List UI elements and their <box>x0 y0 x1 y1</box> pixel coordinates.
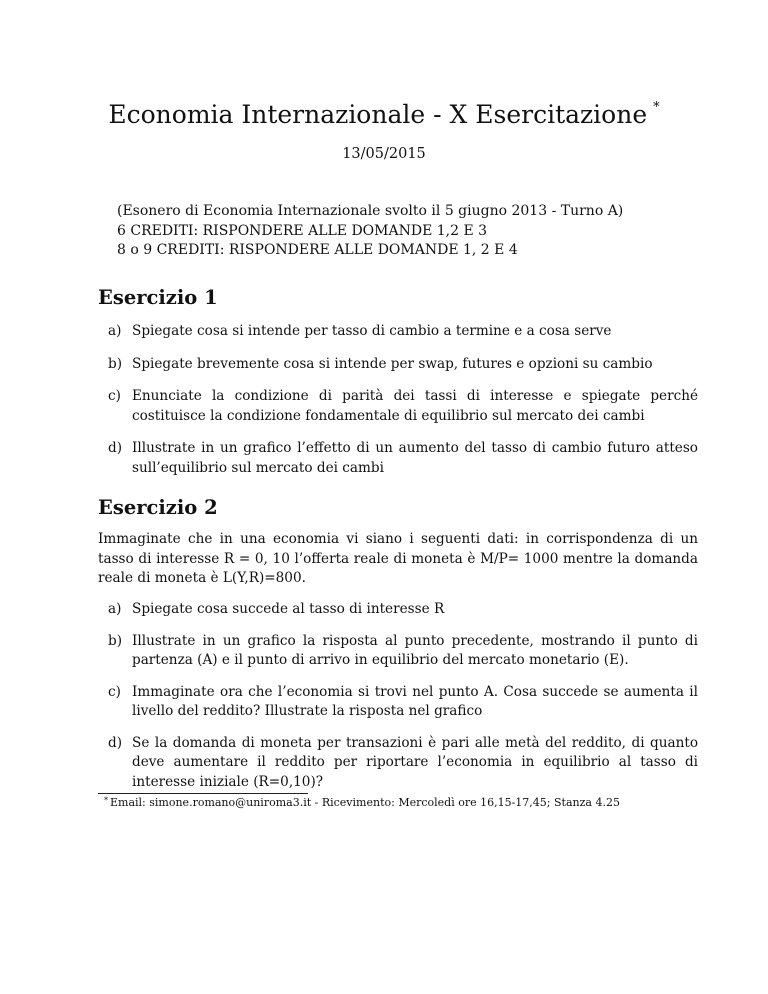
item-text: Spiegate brevemente cosa si intende per swap, futures e opzioni su cambio <box>132 355 653 372</box>
exercise-1-list <box>98 322 698 491</box>
list-item <box>98 439 698 478</box>
exercise-2-heading: Esercizio 2 <box>98 496 218 519</box>
exercise-2-list <box>98 600 698 804</box>
item-marker: b) <box>108 355 123 372</box>
item-text: Se la domanda di moneta per transazioni è pari alle metà del reddito, di quanto deve aumentare il reddito per riportare l’economia in equilibrio al tasso di interesse iniziale (R=0,10)? <box>132 734 698 790</box>
intro-block <box>117 202 623 261</box>
exercise-2-paragraph: Immaginate che in una economia vi siano i seguenti dati: in corrispondenza di un tasso di interesse R = 0, 10 l’offerta reale di moneta è M/P= 1000 mentre la domanda reale di moneta è L(Y,R)=800. <box>98 531 698 586</box>
document-date: 13/05/2015 <box>342 146 426 162</box>
list-item <box>98 734 698 793</box>
list-item <box>98 600 698 620</box>
item-marker: c) <box>108 388 121 404</box>
document-title <box>0 92 768 131</box>
item-marker: a) <box>108 323 122 339</box>
list-item <box>98 322 698 342</box>
list-item <box>98 387 698 426</box>
title-text: Economia Internazionale - X Esercitazione <box>108 100 648 129</box>
item-marker: a) <box>108 601 122 617</box>
footnote-mark: * <box>104 796 108 805</box>
item-marker: d) <box>108 440 123 456</box>
item-marker: b) <box>108 632 123 649</box>
intro-line: 8 o 9 CREDITI: RISPONDERE ALLE DOMANDE 1, 2 E 4 <box>117 242 518 258</box>
footnote <box>98 796 620 810</box>
list-item <box>98 355 698 375</box>
item-text: Spiegate cosa si intende per tasso di cambio a termine e a cosa serve <box>132 323 612 339</box>
item-text: Illustrate in un grafico la risposta al punto precedente, mostrando il punto di partenza (A) e il punto di arrivo in equilibrio del mercato monetario (E). <box>132 632 698 668</box>
footnote-rule <box>98 793 308 794</box>
list-item <box>98 632 698 671</box>
intro-line: (Esonero di Economia Internazionale svolto il 5 giugno 2013 - Turno A) <box>117 203 624 219</box>
item-text: Immaginate ora che l’economia si trovi nel punto A. Cosa succede se aumenta il livello del reddito? Illustrate la risposta nel grafico <box>132 683 698 719</box>
item-marker: d) <box>108 734 123 751</box>
footnote-text: Email: simone.romano@uniroma3.it - Ricevimento: Mercoledì ore 16,15-17,45; Stanza 4.25 <box>110 796 620 809</box>
intro-line: 6 CREDITI: RISPONDERE ALLE DOMANDE 1,2 E 3 <box>117 222 488 239</box>
item-text: Spiegate cosa succede al tasso di interesse R <box>132 601 445 617</box>
item-text: Illustrate in un grafico l’effetto di un aumento del tasso di cambio futuro atteso sull’equilibrio sul mercato dei cambi <box>132 440 698 476</box>
title-footnote-mark: * <box>653 100 660 115</box>
list-item <box>98 683 698 722</box>
item-text: Enunciate la condizione di parità dei tassi di interesse e spiegate perché costituisce la condizione fondamentale di equilibrio sul mercato dei cambi <box>132 388 698 424</box>
item-marker: c) <box>108 683 121 700</box>
exercise-1-heading: Esercizio 1 <box>98 286 218 309</box>
